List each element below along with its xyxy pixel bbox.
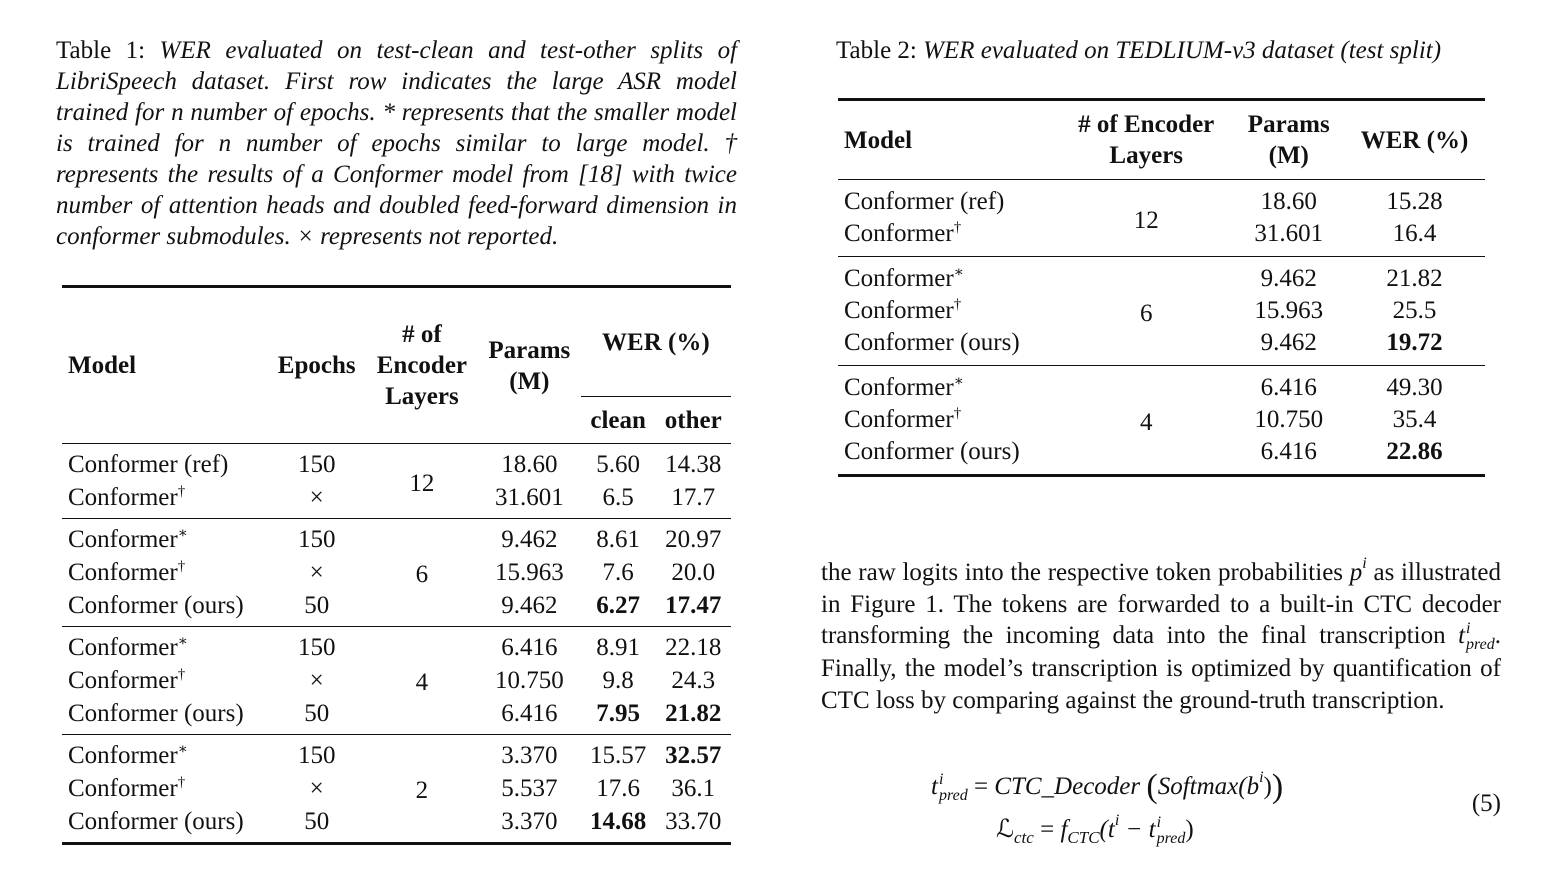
model-mark: † (953, 405, 962, 422)
para-text-2: as illustrated in Figure 1. The tokens are forwarded to a built-in CTC decoder transforming the incoming data into the final transcription (821, 559, 1502, 649)
t2-cell-params: 10.750 (1254, 406, 1324, 433)
table2-caption-label: Table 2: (836, 37, 917, 64)
t2-cell-wer: 25.5 (1392, 297, 1437, 324)
t1-cell-params: 15.963 (494, 559, 564, 586)
t1-cell-clean: 14.68 (589, 808, 647, 835)
model-mark: † (177, 558, 186, 575)
eq2-lhs: ℒ (996, 816, 1015, 843)
model-name: Conformer (ref) (844, 188, 1005, 215)
model-name: Conformer (ours) (844, 438, 1020, 465)
math-p-sup: i (1362, 555, 1367, 572)
model-name: Conformer (68, 742, 178, 769)
eq1-big-open-paren: ( (1146, 768, 1158, 805)
model-name: Conformer (68, 526, 178, 553)
model-mark: ∗ (177, 525, 188, 542)
t2-cell-params: 18.60 (1233, 180, 1344, 219)
t1-cell-epochs: 150 (268, 444, 366, 482)
t2-cell-wer: 35.4 (1392, 406, 1437, 433)
eq1-lhs-supsub (939, 772, 968, 804)
t1-cell-params: 9.462 (501, 592, 558, 619)
t2-cell-params: 31.601 (1254, 220, 1324, 247)
model-mark: ∗ (953, 373, 964, 390)
t1-cell-clean: 7.6 (602, 559, 634, 586)
t1-header-other: other (664, 406, 722, 434)
eq1-big-close-paren: ) (1271, 768, 1284, 805)
t1-body (62, 444, 731, 844)
t2-cell-params: 6.416 (1260, 438, 1317, 465)
t1-cell-layers: 4 (366, 627, 478, 735)
table-row (838, 366, 1485, 405)
t2-header-model: Model (844, 126, 913, 154)
eq1-inner: Softmax(b (1157, 773, 1260, 800)
t1-cell-params: 31.601 (494, 484, 564, 511)
model-name: Conformer (844, 297, 954, 324)
t1-header-params (478, 287, 581, 444)
model-mark: † (177, 483, 186, 500)
table1 (62, 285, 731, 845)
t1-cell-model (62, 444, 268, 482)
t1-cell-epochs: 50 (304, 700, 330, 727)
t1-cell-layers: 12 (366, 444, 478, 519)
t2-header-layers-l2: Layers (1109, 142, 1184, 169)
t1-cell-clean: 17.6 (596, 775, 640, 802)
t1-cell-epochs: × (309, 484, 324, 511)
t1-cell-params: 10.750 (494, 667, 564, 694)
model-name: Conformer (68, 667, 178, 694)
t1-cell-layers: 2 (366, 735, 478, 844)
model-mark: † (177, 666, 186, 683)
t1-header-params-l1: Params (488, 336, 571, 364)
t1-header-params-l2: (M) (509, 367, 550, 395)
t1-cell-epochs: 150 (268, 735, 366, 773)
t2-cell-wer: 19.72 (1386, 329, 1443, 356)
t1-cell-epochs: 50 (304, 592, 330, 619)
equation-line-1 (931, 768, 1283, 806)
t1-cell-clean: 8.91 (581, 627, 656, 665)
math-t-pred (1458, 620, 1495, 654)
t2-cell-model (838, 295, 1059, 327)
t2-cell-model (838, 436, 1059, 476)
t1-cell-model (62, 481, 268, 519)
table1-caption-label: Table 1: (56, 37, 146, 64)
eq2-lhs-sub: ctc (1014, 828, 1034, 847)
table2-caption (836, 35, 1496, 66)
t1-cell-model (62, 772, 268, 805)
table-row (62, 735, 731, 773)
t1-cell-model (62, 627, 268, 665)
t2-cell-wer: 16.4 (1392, 220, 1437, 247)
model-mark: † (953, 296, 962, 313)
t1-cell-epochs: × (309, 559, 324, 586)
t1-header-layers-l2: Encoder (376, 352, 468, 379)
table1-caption-text: WER evaluated on test-clean and test-other splits of LibriSpeech dataset. First row indicates the large ASR model trained for n number of epochs. * represents that the smaller model is trained for n number of epochs similar to large model. † represents the results of a Conformer model from [18] with twice number of attention heads and doubled feed-forward dimension in conformer submodules. × represents not reported. (56, 37, 738, 250)
eq1-func: CTC_Decoder (994, 773, 1141, 800)
model-name: Conformer (844, 265, 954, 292)
model-name: Conformer (844, 374, 954, 401)
math-p (1349, 555, 1367, 586)
eq1-lhs-sup: i (938, 771, 944, 789)
math-t-sup: i (1466, 620, 1471, 638)
eq1-equals: = (973, 773, 989, 800)
eq1-inner-close: ) (1263, 773, 1272, 800)
t1-header-epochs: Epochs (277, 352, 356, 379)
t1-cell-clean: 9.8 (602, 667, 634, 694)
t1-cell-clean: 6.27 (596, 592, 640, 619)
t1-cell-epochs: × (309, 667, 324, 694)
t1-cell-clean: 15.57 (581, 735, 656, 773)
t1-cell-other: 17.47 (665, 592, 722, 619)
table-row (62, 519, 731, 557)
eq2-a: (t (1099, 816, 1115, 843)
table-row (838, 257, 1485, 296)
math-t-sub: pred (1466, 636, 1495, 654)
eq2-f: f (1060, 816, 1068, 843)
para-text-1: the raw logits into the respective token probabilities (821, 559, 1344, 586)
model-mark: ∗ (177, 633, 188, 650)
t1-cell-other: 33.70 (665, 808, 722, 835)
model-name: Conformer (844, 220, 954, 247)
model-mark: † (177, 774, 186, 791)
t2-header-params-l2: (M) (1268, 142, 1309, 169)
t1-cell-params: 18.60 (478, 444, 581, 482)
t1-cell-params: 5.537 (501, 775, 558, 802)
t1-cell-epochs: 150 (268, 627, 366, 665)
eq2-equals: = (1040, 816, 1055, 843)
t1-cell-model (62, 556, 268, 589)
model-name: Conformer (68, 775, 178, 802)
t2-cell-params: 6.416 (1233, 366, 1344, 405)
t1-cell-other: 17.7 (671, 484, 716, 511)
t1-cell-model (62, 664, 268, 697)
eq1-inner-sup: i (1259, 769, 1264, 786)
t1-cell-clean: 5.60 (581, 444, 656, 482)
t2-cell-params: 9.462 (1233, 257, 1344, 296)
para-text-3: . Finally, the model’s transcription is optimized by quantification of CTC loss by comparing against the ground-truth transcription. (821, 622, 1501, 714)
t1-cell-model (62, 805, 268, 844)
equation-5 (821, 760, 1501, 850)
t1-cell-model (62, 697, 268, 735)
model-name: Conformer (ref) (68, 451, 229, 478)
t1-cell-other: 36.1 (671, 775, 716, 802)
t1-cell-other: 24.3 (671, 667, 716, 694)
t2-header-layers (1059, 100, 1233, 180)
equation-line-2 (996, 812, 1194, 848)
t1-cell-epochs: × (309, 775, 324, 802)
t1-cell-model (62, 589, 268, 627)
t1-header-wer: WER (%) (581, 287, 731, 397)
t1-header-layers-l1: # of (402, 321, 442, 348)
t2-cell-wer: 22.86 (1386, 438, 1443, 465)
t2-header-params-l1: Params (1247, 111, 1330, 138)
eq2-f-sub: CTC (1067, 828, 1100, 847)
t2-cell-model (838, 404, 1059, 436)
t1-cell-params: 9.462 (478, 519, 581, 557)
t2-cell-model (838, 327, 1059, 366)
t1-cell-other: 20.97 (655, 519, 731, 557)
t1-cell-epochs: 150 (268, 519, 366, 557)
t1-cell-other: 20.0 (671, 559, 716, 586)
eq2-minus: − t (1119, 816, 1156, 843)
eq2-b-sup: i (1156, 814, 1162, 832)
t1-cell-other: 14.38 (655, 444, 731, 482)
t2-cell-layers: 6 (1059, 257, 1233, 366)
eq2-close: ) (1185, 816, 1194, 843)
t1-cell-other: 32.57 (655, 735, 731, 773)
math-t-base: t (1458, 622, 1466, 649)
t2-cell-layers: 12 (1059, 180, 1233, 257)
t2-cell-params: 15.963 (1254, 297, 1324, 324)
t2-cell-wer: 15.28 (1344, 180, 1485, 219)
t1-cell-params: 6.416 (478, 627, 581, 665)
t2-cell-model (838, 180, 1059, 219)
eq2-b-supsub (1157, 815, 1186, 847)
body-paragraph (821, 548, 1501, 716)
t2-cell-model (838, 257, 1059, 296)
model-name: Conformer (ours) (68, 808, 244, 835)
t1-header-model: Model (68, 352, 137, 379)
model-mark: ∗ (177, 741, 188, 758)
model-mark: ∗ (953, 264, 964, 281)
t2-cell-wer: 21.82 (1344, 257, 1485, 296)
eq1-lhs-sub: pred (938, 787, 968, 805)
eq2-b-sub: pred (1156, 830, 1186, 848)
model-name: Conformer (ours) (844, 329, 1020, 356)
t1-cell-clean: 8.61 (581, 519, 656, 557)
model-name: Conformer (68, 559, 178, 586)
model-name: Conformer (68, 484, 178, 511)
table-row (62, 444, 731, 482)
t2-cell-model (838, 218, 1059, 257)
t1-cell-params: 3.370 (501, 808, 558, 835)
eq1-lhs: t (931, 773, 938, 800)
eq2-a-sup: i (1114, 812, 1120, 829)
t1-header-clean: clean (590, 406, 646, 434)
t2-cell-model (838, 366, 1059, 405)
model-name: Conformer (ours) (68, 700, 244, 727)
model-name: Conformer (68, 634, 178, 661)
t1-cell-model (62, 735, 268, 773)
math-t-supsub (1466, 621, 1495, 653)
t2-header-layers-l1: # of Encoder (1078, 111, 1215, 138)
t1-cell-other: 22.18 (655, 627, 731, 665)
table-row (62, 627, 731, 665)
table-row (838, 180, 1485, 219)
t1-cell-model (62, 519, 268, 557)
t1-header-layers (366, 287, 478, 444)
model-name: Conformer (ours) (68, 592, 244, 619)
t1-cell-epochs: 50 (304, 808, 330, 835)
t1-header-layers-l3: Layers (385, 383, 459, 410)
table2 (838, 98, 1485, 477)
model-name: Conformer (844, 406, 954, 433)
t2-cell-layers: 4 (1059, 366, 1233, 476)
t1-cell-clean: 6.5 (602, 484, 634, 511)
t2-header-params (1233, 100, 1344, 180)
t2-cell-wer: 49.30 (1344, 366, 1485, 405)
t1-cell-clean: 7.95 (596, 700, 640, 727)
t1-cell-params: 3.370 (478, 735, 581, 773)
table2-caption-text: WER evaluated on TEDLIUM-v3 dataset (test split) (923, 37, 1442, 64)
math-p-base: p (1349, 559, 1363, 586)
t1-cell-params: 6.416 (501, 700, 558, 727)
t2-cell-params: 9.462 (1260, 329, 1317, 356)
model-mark: † (953, 219, 962, 236)
table1-caption (56, 35, 737, 252)
t1-cell-layers: 6 (366, 519, 478, 627)
equation-number: (5) (1471, 790, 1501, 817)
t2-header-wer: WER (%) (1360, 126, 1469, 154)
t1-cell-other: 21.82 (665, 700, 722, 727)
t2-body (838, 180, 1485, 476)
